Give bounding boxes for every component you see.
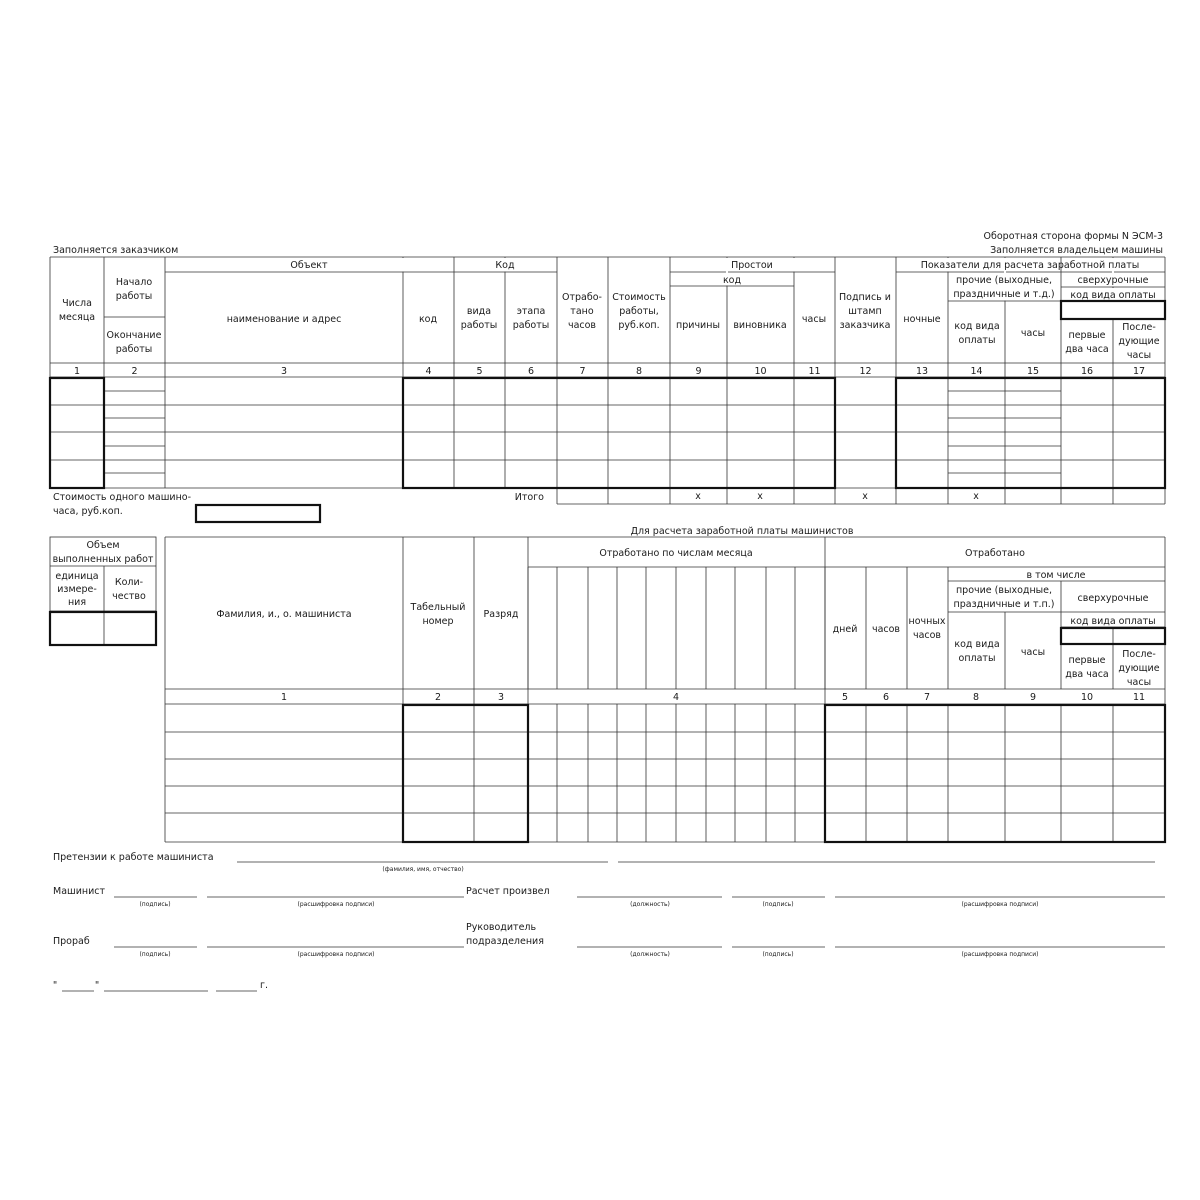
quantity-header: чество — [112, 591, 146, 602]
decoding-caption: (расшифровка подписи) — [961, 901, 1039, 908]
worked-header: Отработано — [965, 548, 1025, 559]
header-overtime: сверхурочные — [1077, 275, 1149, 286]
header-pay-code: код вида оплаты — [1070, 290, 1156, 301]
column-number: 5 — [476, 366, 483, 377]
header-other: прочие (выходные, — [955, 275, 1053, 286]
header-signature: Подпись и — [839, 292, 891, 303]
signature-caption: (подпись) — [139, 951, 171, 958]
column-number: 11 — [1132, 692, 1146, 703]
unit-header: измере- — [57, 584, 97, 595]
column-number: 7 — [579, 366, 586, 377]
column-number: 12 — [859, 366, 872, 377]
payroll-section-title: Для расчета заработной платы машинистов — [630, 526, 854, 537]
worked-by-dates-header: Отработано по числам месяца — [599, 548, 753, 559]
pay-code-header: код вида оплаты — [1070, 616, 1156, 627]
header-downtime-hours: часы — [801, 314, 827, 325]
column-number: 4 — [425, 366, 432, 377]
subsequent-header: дующие — [1118, 663, 1160, 674]
column-number: 8 — [635, 366, 643, 377]
column-number: 14 — [970, 366, 983, 377]
total-label: Итого — [514, 492, 544, 503]
customer-note: Заполняется заказчиком — [53, 245, 179, 256]
claims-label: Претензии к работе машиниста — [53, 852, 214, 863]
header-other: праздничные и т.д.) — [953, 289, 1055, 300]
column-number: 11 — [808, 366, 821, 377]
header-cost: Стоимость — [612, 292, 666, 303]
column-number: 6 — [527, 366, 535, 377]
cell-frame — [403, 705, 528, 842]
owner-note: Заполняется владельцем машины — [990, 245, 1163, 256]
header-cost: работы, — [619, 306, 659, 317]
cell-frame — [403, 378, 835, 488]
x-mark: х — [973, 491, 979, 502]
decoding-caption: (расшифровка подписи) — [297, 951, 375, 958]
column-number: 1 — [73, 366, 81, 377]
header-start: Начало — [115, 277, 153, 288]
column-number: 15 — [1026, 366, 1040, 377]
volume-header: Объем — [86, 540, 120, 551]
quote-open: " — [52, 980, 58, 991]
unit-header: единица — [55, 571, 99, 582]
cell-frame — [50, 378, 104, 488]
header-dates: Числа — [62, 298, 92, 309]
column-number: 7 — [923, 692, 931, 703]
position-caption: (должность) — [630, 901, 670, 908]
header-end: работы — [115, 344, 153, 355]
x-mark: х — [862, 491, 868, 502]
column-number: 3 — [497, 692, 505, 703]
quote-close: " — [94, 980, 100, 991]
header-object: Объект — [290, 260, 328, 271]
first-two-header: первые — [1068, 655, 1106, 666]
overtime-header: сверхурочные — [1077, 593, 1149, 604]
operator-name-header: Фамилия, и., о. машиниста — [216, 609, 352, 620]
tab-number-header: номер — [422, 616, 454, 627]
header-work-type: работы — [460, 320, 498, 331]
tab-number-header: Табельный — [410, 602, 466, 613]
header-culprit: виновника — [733, 320, 787, 331]
unit-header: ния — [67, 597, 87, 608]
header-night: ночные — [903, 314, 941, 325]
header-code: код — [418, 314, 438, 325]
fio-caption: (фамилия, имя, отчество) — [382, 866, 464, 873]
year-suffix: г. — [260, 980, 269, 991]
cell-frame — [825, 705, 1165, 842]
header-subsequent: После- — [1122, 322, 1156, 333]
header-work-type: вида — [466, 306, 492, 317]
cell-frame — [50, 612, 156, 645]
header-dates: месяца — [58, 312, 96, 323]
header-pay-indicators: Показатели для расчета заработной платы — [920, 260, 1140, 271]
header-downtime: Простои — [731, 260, 773, 271]
header-first-two: два часа — [1065, 344, 1109, 355]
column-number: 10 — [1080, 692, 1094, 703]
calculated-by-label: Расчет произвел — [466, 886, 550, 897]
column-number: 9 — [1029, 692, 1037, 703]
column-number: 10 — [754, 366, 767, 377]
column-number: 8 — [972, 692, 980, 703]
header-end: Окончание — [106, 330, 162, 341]
column-number: 4 — [672, 692, 680, 703]
foreman-label: Прораб — [53, 936, 90, 947]
other-header: прочие (выходные, — [955, 585, 1053, 596]
night-hours-header: часов — [912, 630, 942, 641]
column-number: 5 — [841, 692, 849, 703]
column-number: 2 — [131, 366, 138, 377]
hours-header: часов — [871, 624, 901, 635]
head-label: Руководитель — [466, 922, 537, 933]
column-number: 3 — [280, 366, 288, 377]
x-mark: х — [695, 491, 701, 502]
including-header: в том числе — [1026, 570, 1086, 581]
column-number: 9 — [695, 366, 702, 377]
decoding-caption: (расшифровка подписи) — [961, 951, 1039, 958]
grade-header: Разряд — [483, 609, 519, 620]
pay-type-code-header: оплаты — [958, 653, 996, 664]
column-number: 13 — [915, 366, 929, 377]
header-signature: штамп — [848, 306, 882, 317]
header-reasons: причины — [676, 320, 720, 331]
machine-hour-cost-label: часа, руб.коп. — [53, 506, 123, 517]
position-caption: (должность) — [630, 951, 670, 958]
header-start: работы — [115, 291, 153, 302]
header-pay-type-code: код вида — [954, 321, 1000, 332]
first-two-header: два часа — [1065, 669, 1109, 680]
header-stage: этапа — [516, 306, 546, 317]
header-subsequent: часы — [1126, 350, 1152, 361]
machine-hour-cost-label: Стоимость одного машино- — [53, 492, 192, 503]
night-hours-header: ночных — [908, 616, 946, 627]
quantity-header: Коли- — [114, 577, 144, 588]
pay-type-code-header: код вида — [954, 639, 1000, 650]
signature-caption: (подпись) — [139, 901, 171, 908]
x-mark: х — [757, 491, 763, 502]
header-hours-worked: часов — [567, 320, 597, 331]
column-number: 1 — [280, 692, 288, 703]
subsequent-header: часы — [1126, 677, 1152, 688]
other-header: праздничные и т.п.) — [953, 599, 1055, 610]
signature-caption: (подпись) — [762, 951, 794, 958]
header-kod-group: Код — [495, 260, 515, 271]
column-number: 16 — [1080, 366, 1094, 377]
header-hours-worked: Отрабо- — [562, 292, 602, 303]
cell-frame — [196, 505, 320, 522]
cell-frame — [896, 378, 1165, 488]
header-name-address: наименование и адрес — [226, 314, 342, 325]
header-pay-type-code: оплаты — [958, 335, 996, 346]
operator-label: Машинист — [53, 886, 106, 897]
header-stage: работы — [512, 320, 550, 331]
column-number: 17 — [1132, 366, 1146, 377]
days-header: дней — [832, 624, 858, 635]
signature-caption: (подпись) — [762, 901, 794, 908]
subsequent-header: После- — [1122, 649, 1156, 660]
decoding-caption: (расшифровка подписи) — [297, 901, 375, 908]
volume-header: выполненных работ — [52, 554, 154, 565]
header-other-hours: часы — [1020, 328, 1046, 339]
form-side-title: Оборотная сторона формы N ЭСМ-3 — [983, 231, 1163, 242]
head-label: подразделения — [466, 936, 544, 947]
header-cost: руб.коп. — [618, 320, 660, 331]
column-number: 2 — [434, 692, 442, 703]
hours-short-header: часы — [1020, 647, 1046, 658]
column-number: 6 — [882, 692, 890, 703]
header-hours-worked: тано — [570, 306, 594, 317]
header-downtime-code: код — [722, 275, 742, 286]
header-signature: заказчика — [839, 320, 891, 331]
header-first-two: первые — [1068, 330, 1106, 341]
header-subsequent: дующие — [1118, 336, 1160, 347]
